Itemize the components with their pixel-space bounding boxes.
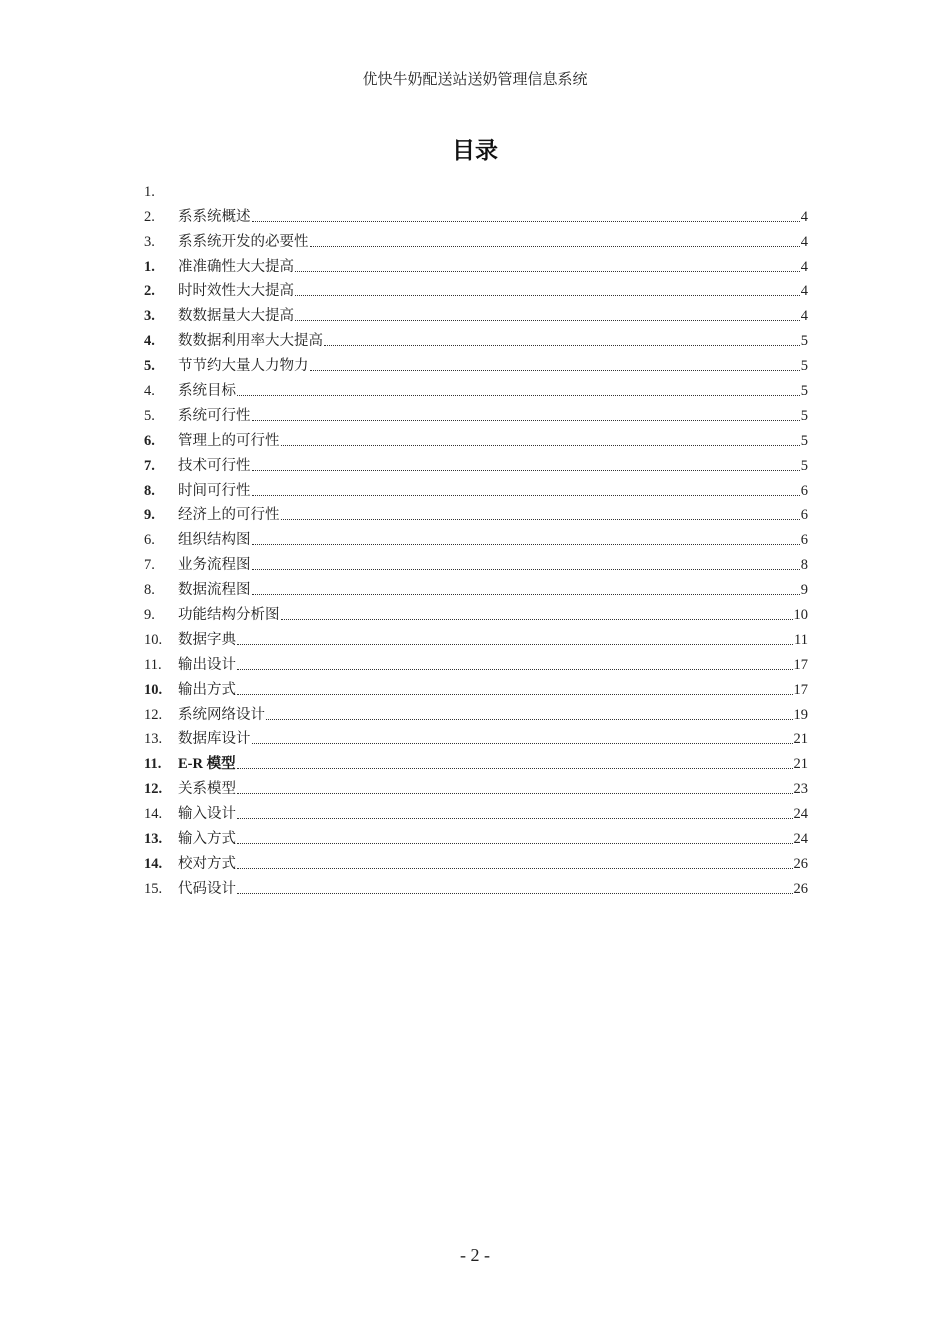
toc-entry-title: 系统目标 bbox=[178, 383, 236, 400]
page-number: - 2 - bbox=[460, 1245, 490, 1265]
toc-entry-leader bbox=[237, 768, 793, 769]
toc-entry[interactable] bbox=[144, 201, 808, 226]
toc-entry-title: 数据流程图 bbox=[178, 582, 251, 599]
toc-entry-title: 代码设计 bbox=[178, 880, 236, 897]
toc-entry-page: 5 bbox=[800, 358, 808, 375]
toc-entry-leader bbox=[252, 470, 800, 471]
toc-entry-leader bbox=[281, 445, 800, 446]
toc-entry-page: 11 bbox=[794, 631, 808, 648]
toc-entry[interactable] bbox=[144, 748, 808, 773]
toc-entry-number: 10. bbox=[144, 681, 163, 698]
toc-entry-number: 3. bbox=[144, 308, 155, 325]
toc-entry-page: 21 bbox=[793, 756, 808, 773]
toc-entry[interactable] bbox=[144, 500, 808, 525]
toc-entry[interactable] bbox=[144, 524, 808, 549]
toc-entry-page: 5 bbox=[800, 407, 808, 424]
toc-entry-number: 11. bbox=[144, 756, 162, 773]
toc-entry-title: 输出方式 bbox=[178, 681, 236, 698]
toc-entry-page: 17 bbox=[793, 656, 808, 673]
toc-entry-leader bbox=[324, 345, 800, 346]
toc-entry-number: 8. bbox=[144, 482, 155, 499]
toc-entry[interactable] bbox=[144, 798, 808, 823]
toc-entry-number: 8. bbox=[144, 582, 155, 599]
table-of-contents bbox=[144, 176, 808, 898]
toc-entry-title: 数据库设计 bbox=[178, 731, 251, 748]
toc-entry-page: 26 bbox=[793, 880, 808, 897]
toc-entry-leader bbox=[237, 818, 793, 819]
toc-entry-title: 输入设计 bbox=[178, 806, 236, 823]
toc-entry-title: 数数据量大大提高 bbox=[178, 308, 294, 325]
toc-entry-title: E-R 模型 bbox=[178, 756, 236, 773]
toc-entry[interactable] bbox=[144, 574, 808, 599]
toc-entry-leader bbox=[252, 594, 800, 595]
toc-entry-number: 2. bbox=[144, 283, 155, 300]
toc-entry[interactable] bbox=[144, 425, 808, 450]
toc-entry-number: 6. bbox=[144, 432, 155, 449]
toc-entry-title: 系系统概述 bbox=[178, 208, 251, 225]
toc-entry-page: 4 bbox=[800, 258, 808, 275]
toc-entry[interactable] bbox=[144, 375, 808, 400]
toc-entry-page: 6 bbox=[800, 507, 808, 524]
toc-entry-title: 关系模型 bbox=[178, 781, 236, 798]
toc-entry-page: 6 bbox=[800, 482, 808, 499]
toc-entry-leader bbox=[252, 495, 800, 496]
toc-entry-page: 5 bbox=[800, 432, 808, 449]
toc-entry[interactable] bbox=[144, 549, 808, 574]
toc-entry-number: 14. bbox=[144, 806, 163, 823]
toc-entry-title: 系统网络设计 bbox=[178, 706, 265, 723]
toc-entry[interactable] bbox=[144, 823, 808, 848]
toc-entry[interactable] bbox=[144, 624, 808, 649]
toc-entry-leader bbox=[252, 743, 793, 744]
toc-entry-number: 2. bbox=[144, 208, 155, 225]
toc-entry-title: 校对方式 bbox=[178, 855, 236, 872]
toc-entry[interactable] bbox=[144, 699, 808, 724]
toc-entry[interactable] bbox=[144, 176, 808, 201]
toc-entry-leader bbox=[237, 893, 793, 894]
toc-entry-leader bbox=[237, 843, 793, 844]
toc-entry-leader bbox=[237, 868, 793, 869]
toc-entry-page: 23 bbox=[793, 781, 808, 798]
toc-entry-title: 功能结构分析图 bbox=[178, 607, 280, 624]
toc-entry-number: 12. bbox=[144, 781, 163, 798]
toc-entry[interactable] bbox=[144, 599, 808, 624]
toc-entry-leader bbox=[237, 395, 800, 396]
toc-entry-title: 数数据利用率大大提高 bbox=[178, 333, 323, 350]
toc-entry-title: 节节约大量人力物力 bbox=[178, 358, 309, 375]
toc-entry-number: 11. bbox=[144, 656, 162, 673]
toc-entry-number: 12. bbox=[144, 706, 163, 723]
toc-entry[interactable] bbox=[144, 325, 808, 350]
toc-entry[interactable] bbox=[144, 450, 808, 475]
toc-entry[interactable] bbox=[144, 475, 808, 500]
toc-entry[interactable] bbox=[144, 226, 808, 251]
toc-entry-page: 4 bbox=[800, 233, 808, 250]
toc-entry-leader bbox=[237, 669, 793, 670]
toc-entry-title: 准准确性大大提高 bbox=[178, 258, 294, 275]
toc-entry-number: 13. bbox=[144, 831, 163, 848]
toc-entry-page: 5 bbox=[800, 457, 808, 474]
toc-entry[interactable] bbox=[144, 724, 808, 749]
toc-entry-title: 输入方式 bbox=[178, 831, 236, 848]
toc-entry-number: 4. bbox=[144, 333, 155, 350]
toc-entry[interactable] bbox=[144, 873, 808, 898]
toc-entry-leader bbox=[310, 370, 800, 371]
toc-entry[interactable] bbox=[144, 773, 808, 798]
toc-entry-number: 9. bbox=[144, 507, 155, 524]
toc-entry-number: 5. bbox=[144, 358, 155, 375]
toc-entry-title: 业务流程图 bbox=[178, 557, 251, 574]
toc-entry-leader bbox=[237, 644, 793, 645]
toc-entry-leader bbox=[252, 569, 800, 570]
toc-entry-title: 系系统开发的必要性 bbox=[178, 233, 309, 250]
toc-entry-number: 15. bbox=[144, 880, 163, 897]
toc-entry[interactable] bbox=[144, 276, 808, 301]
toc-entry-leader bbox=[295, 295, 800, 296]
toc-entry-number: 5. bbox=[144, 407, 155, 424]
toc-entry-page: 19 bbox=[793, 706, 808, 723]
toc-entry-number: 13. bbox=[144, 731, 163, 748]
toc-entry-number: 6. bbox=[144, 532, 155, 549]
running-header: 优快牛奶配送站送奶管理信息系统 bbox=[362, 70, 588, 88]
toc-entry-title: 组织结构图 bbox=[178, 532, 251, 549]
toc-entry-title: 数据字典 bbox=[178, 631, 236, 648]
toc-entry-number: 3. bbox=[144, 233, 155, 250]
toc-entry-number: 1. bbox=[144, 183, 155, 200]
toc-entry-title: 技术可行性 bbox=[178, 457, 251, 474]
toc-entry-title: 时时效性大大提高 bbox=[178, 283, 294, 300]
toc-entry-leader bbox=[281, 519, 800, 520]
toc-entry-leader bbox=[252, 221, 800, 222]
toc-entry-page: 9 bbox=[800, 582, 808, 599]
toc-entry-page: 24 bbox=[793, 806, 808, 823]
toc-entry-page: 4 bbox=[800, 208, 808, 225]
toc-entry-number: 10. bbox=[144, 631, 163, 648]
toc-entry-page: 24 bbox=[793, 831, 808, 848]
toc-entry-page: 26 bbox=[793, 855, 808, 872]
toc-entry-leader bbox=[252, 544, 800, 545]
toc-entry[interactable] bbox=[144, 400, 808, 425]
toc-entry-page: 8 bbox=[800, 557, 808, 574]
toc-entry-leader bbox=[281, 619, 793, 620]
toc-entry-page: 5 bbox=[800, 333, 808, 350]
toc-entry-leader bbox=[310, 246, 800, 247]
toc-entry-leader bbox=[266, 719, 793, 720]
toc-entry-number: 7. bbox=[144, 457, 155, 474]
toc-entry-leader bbox=[237, 694, 793, 695]
toc-entry[interactable] bbox=[144, 350, 808, 375]
toc-entry-leader bbox=[252, 420, 800, 421]
toc-entry-title: 系统可行性 bbox=[178, 407, 251, 424]
toc-entry[interactable] bbox=[144, 251, 808, 276]
toc-entry-number: 1. bbox=[144, 258, 155, 275]
toc-title: 目录 bbox=[452, 138, 498, 164]
toc-entry-title: 时间可行性 bbox=[178, 482, 251, 499]
toc-entry-page: 10 bbox=[793, 607, 808, 624]
toc-entry-title: 输出设计 bbox=[178, 656, 236, 673]
toc-entry[interactable] bbox=[144, 300, 808, 325]
toc-entry-page: 4 bbox=[800, 283, 808, 300]
toc-entry-leader bbox=[237, 793, 793, 794]
toc-entry-leader bbox=[295, 320, 800, 321]
toc-entry-number: 4. bbox=[144, 383, 155, 400]
toc-entry-title: 经济上的可行性 bbox=[178, 507, 280, 524]
toc-entry-page: 5 bbox=[800, 383, 808, 400]
toc-entry-page: 4 bbox=[800, 308, 808, 325]
toc-entry-number: 9. bbox=[144, 607, 155, 624]
toc-entry[interactable] bbox=[144, 674, 808, 699]
toc-entry-page: 21 bbox=[793, 731, 808, 748]
toc-entry-number: 7. bbox=[144, 557, 155, 574]
toc-entry-page: 6 bbox=[800, 532, 808, 549]
toc-entry[interactable] bbox=[144, 649, 808, 674]
toc-entry[interactable] bbox=[144, 848, 808, 873]
toc-entry-number: 14. bbox=[144, 855, 163, 872]
toc-entry-page: 17 bbox=[793, 681, 808, 698]
toc-entry-title: 管理上的可行性 bbox=[178, 432, 280, 449]
toc-entry-leader bbox=[295, 271, 800, 272]
